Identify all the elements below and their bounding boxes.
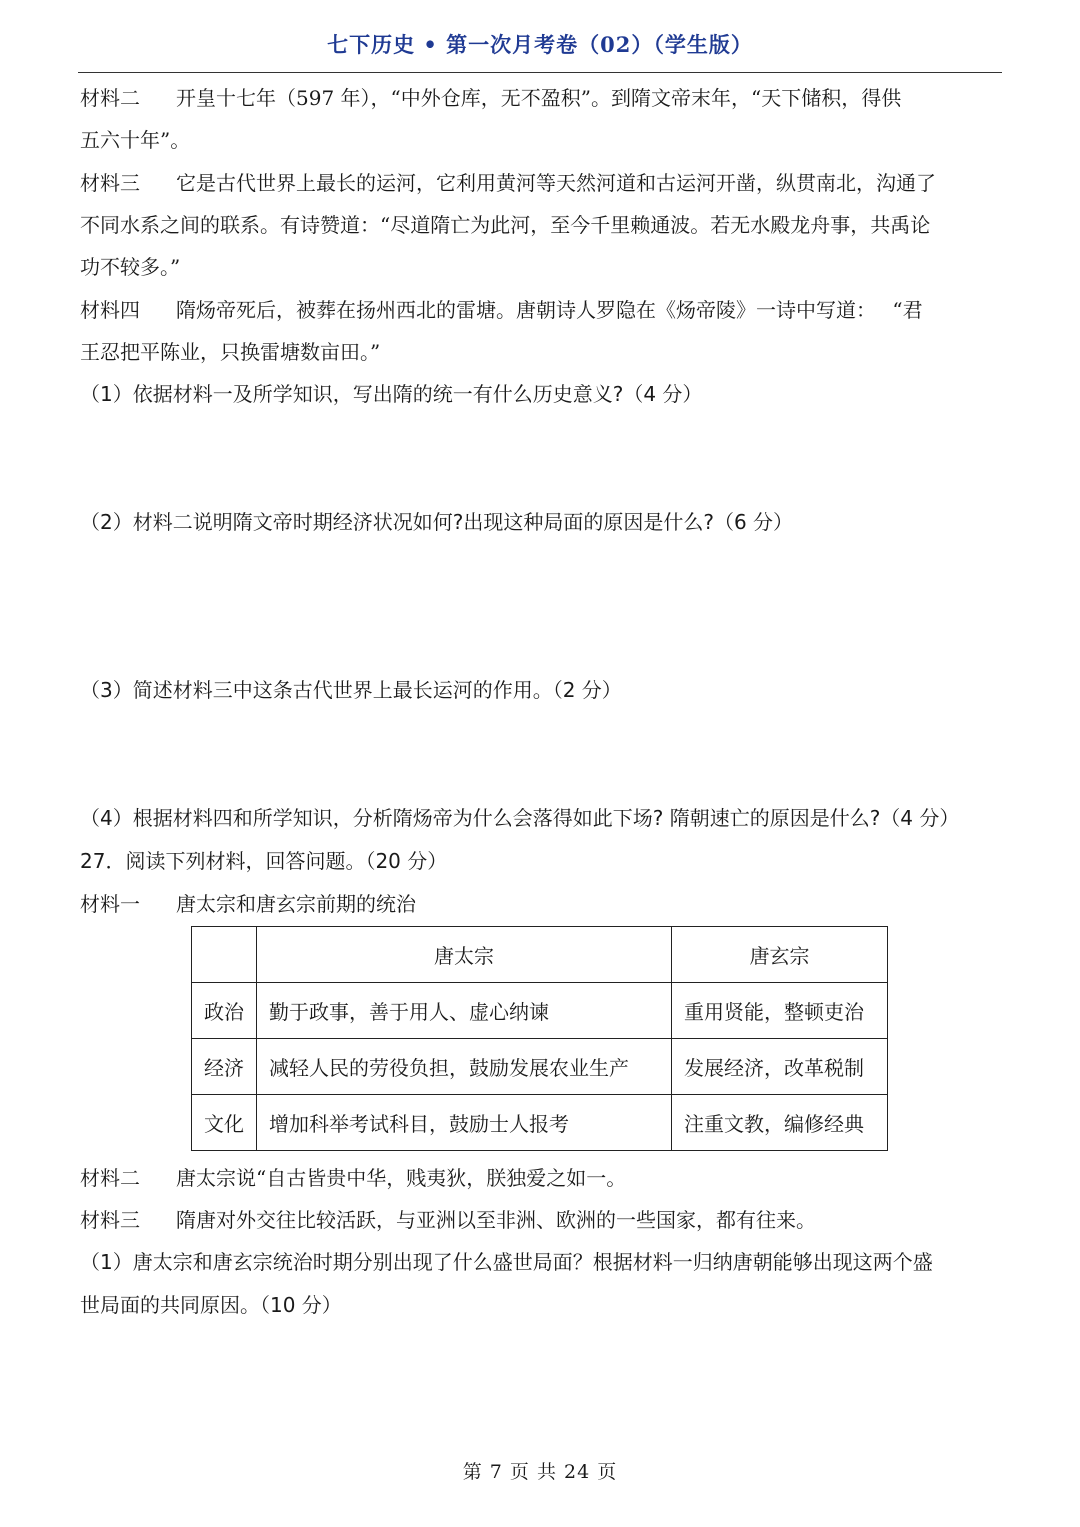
question-27-title: 27．阅读下列材料，回答问题。（20 分） [80, 849, 448, 873]
material-2-label: 材料二 [80, 86, 140, 110]
xuanzong-cell: 重用贤能，整顿吏治 [672, 983, 888, 1039]
material-4-label: 材料四 [80, 298, 140, 322]
row-label: 政治 [192, 983, 257, 1039]
page-number: 第 7 页 共 24 页 [462, 1461, 618, 1483]
table-header-row [192, 927, 888, 983]
material-3-line-1: 材料三 它是古代世界上最长的运河，它利用黄河等天然河道和古运河开凿，纵贯南北，沟通了 [80, 171, 936, 195]
q27-material-1: 材料一 唐太宗和唐玄宗前期的统治 [80, 892, 416, 916]
row-label: 文化 [192, 1095, 257, 1151]
material-4-line-1: 材料四 隋炀帝死后，被葬在扬州西北的雷塘。唐朝诗人罗隐在《炀帝陵》一诗中写道： “君 [80, 298, 923, 322]
material-2-line-1: 材料二 开皇十七年（597 年），“中外仓库，无不盈积”。到隋文帝末年，“天下储积，得供 [80, 86, 902, 110]
question-26-1: （1）依据材料一及所学知识，写出隋的统一有什么历史意义?（4 分） [80, 382, 703, 406]
q27-material-2: 材料二 唐太宗说“自古皆贵中华，贱夷狄，朕独爱之如一。 [80, 1166, 627, 1190]
material-4-line-2: 王忍把平陈业，只换雷塘数亩田。” [80, 340, 381, 364]
table-header-xuanzong: 唐玄宗 [672, 927, 888, 983]
q27-material-3-label: 材料三 [80, 1208, 140, 1232]
material-2-line-2: 五六十年”。 [80, 128, 191, 152]
table-header-empty [192, 927, 257, 983]
taizong-cell: 减轻人民的劳役负担，鼓励发展农业生产 [257, 1039, 672, 1095]
question-26-2: （2）材料二说明隋文帝时期经济状况如何?出现这种局面的原因是什么?（6 分） [80, 510, 794, 534]
tang-emperors-table [191, 926, 888, 1151]
material-3-line-3: 功不较多。” [80, 255, 181, 279]
taizong-cell: 增加科举考试科目，鼓励士人报考 [257, 1095, 672, 1151]
table-row [192, 1039, 888, 1095]
taizong-cell: 勤于政事，善于用人、虚心纳谏 [257, 983, 672, 1039]
material-3-label: 材料三 [80, 171, 140, 195]
q27-material-2-label: 材料二 [80, 1166, 140, 1190]
table-header-taizong: 唐太宗 [257, 927, 672, 983]
xuanzong-cell: 发展经济，改革税制 [672, 1039, 888, 1095]
question-26-3: （3）简述材料三中这条古代世界上最长运河的作用。（2 分） [80, 678, 622, 702]
row-label: 经济 [192, 1039, 257, 1095]
question-27-1-line-1: （1）唐太宗和唐玄宗统治时期分别出现了什么盛世局面？根据材料一归纳唐朝能够出现这两个盛 [80, 1250, 933, 1274]
question-26-4: （4）根据材料四和所学知识，分析隋炀帝为什么会落得如此下场? 隋朝速亡的原因是什么?（4 分） [80, 806, 960, 830]
xuanzong-cell: 注重文教，编修经典 [672, 1095, 888, 1151]
page-title: 七下历史 • 第一次月考卷（02）（学生版） [327, 32, 753, 57]
q27-material-1-label: 材料一 [80, 892, 140, 916]
table-row [192, 983, 888, 1039]
page-header [78, 28, 1002, 73]
q27-material-3: 材料三 隋唐对外交往比较活跃，与亚洲以至非洲、欧洲的一些国家，都有往来。 [80, 1208, 816, 1232]
question-27-1-line-2: 世局面的共同原因。（10 分） [80, 1293, 342, 1317]
material-3-line-2: 不同水系之间的联系。有诗赞道：“尽道隋亡为此河，至今千里赖通波。若无水殿龙舟事，共禹论 [80, 213, 931, 237]
table-row [192, 1095, 888, 1151]
